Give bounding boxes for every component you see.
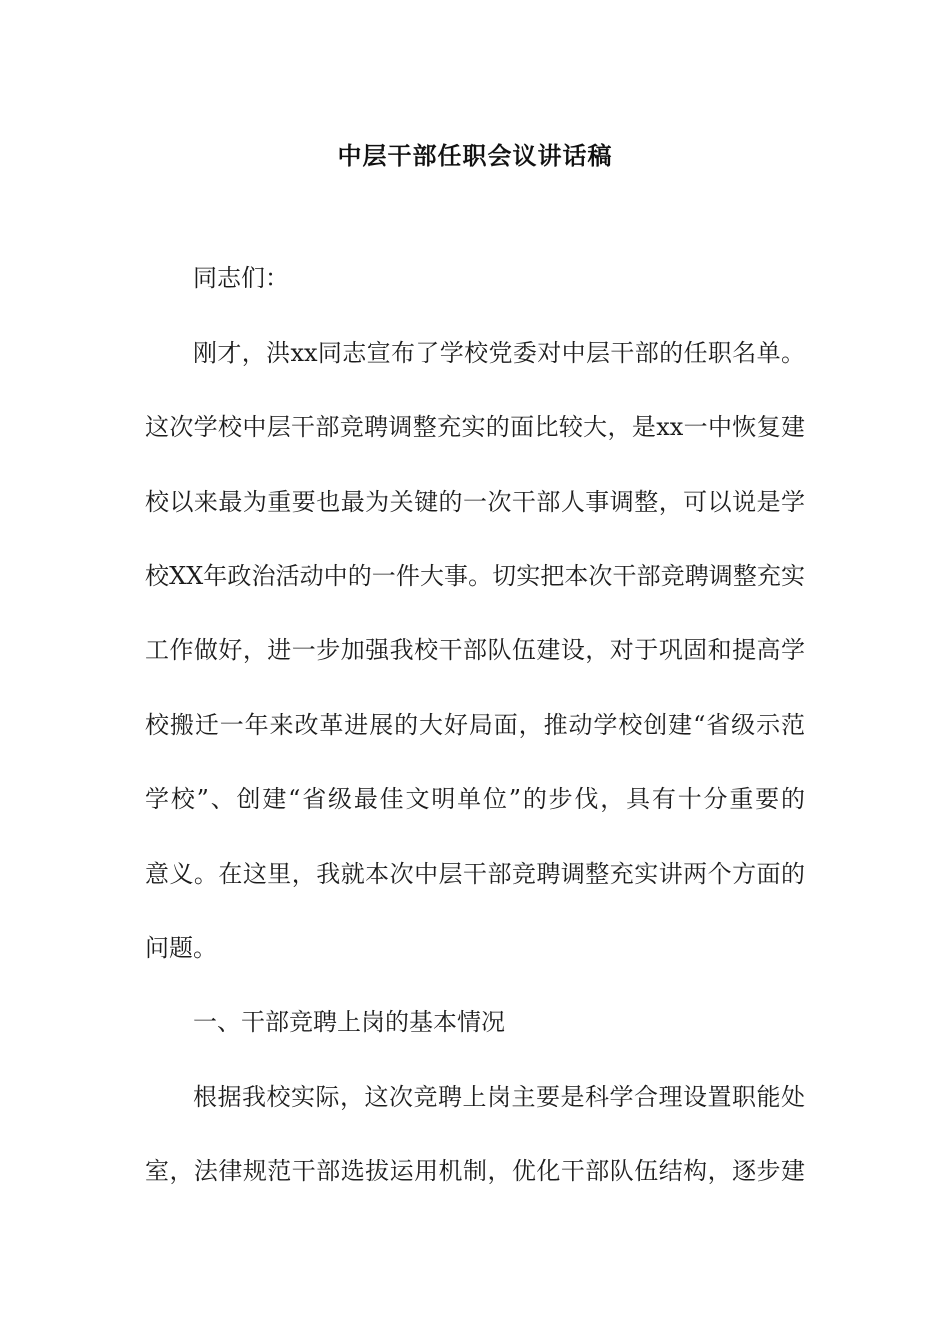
paragraph-line: 校以来最为重要也最为关键的一次干部人事调整，可以说是学 (145, 488, 805, 516)
paragraph-line: 学校”、创建“省级最佳文明单位”的步伐，具有十分重要的 (145, 785, 805, 813)
paragraph-line: 这次学校中层干部竞聘调整充实的面比较大，是xx一中恢复建 (145, 413, 805, 441)
paragraph-line: 问题。 (145, 934, 217, 962)
paragraph-line: 根据我校实际，这次竞聘上岗主要是科学合理设置职能处 (193, 1083, 805, 1111)
paragraph-line: 室，法律规范干部选拔运用机制，优化干部队伍结构，逐步建 (145, 1157, 805, 1185)
salutation-line: 同志们： (193, 264, 289, 292)
paragraph-line: 工作做好，进一步加强我校干部队伍建设，对于巩固和提高学 (145, 636, 805, 664)
paragraph-line: 校搬迁一年来改革进展的大好局面，推动学校创建“省级示范 (145, 711, 805, 739)
paragraph-line: 校XX年政治活动中的一件大事。切实把本次干部竞聘调整充实 (145, 562, 805, 590)
paragraph-line: 意义。在这里，我就本次中层干部竞聘调整充实讲两个方面的 (145, 860, 805, 888)
document-title: 中层干部任职会议讲话稿 (337, 141, 613, 170)
paragraph-line: 刚才，洪xx同志宣布了学校党委对中层干部的任职名单。 (193, 339, 805, 367)
section-heading: 一、干部竞聘上岗的基本情况 (193, 1008, 505, 1036)
